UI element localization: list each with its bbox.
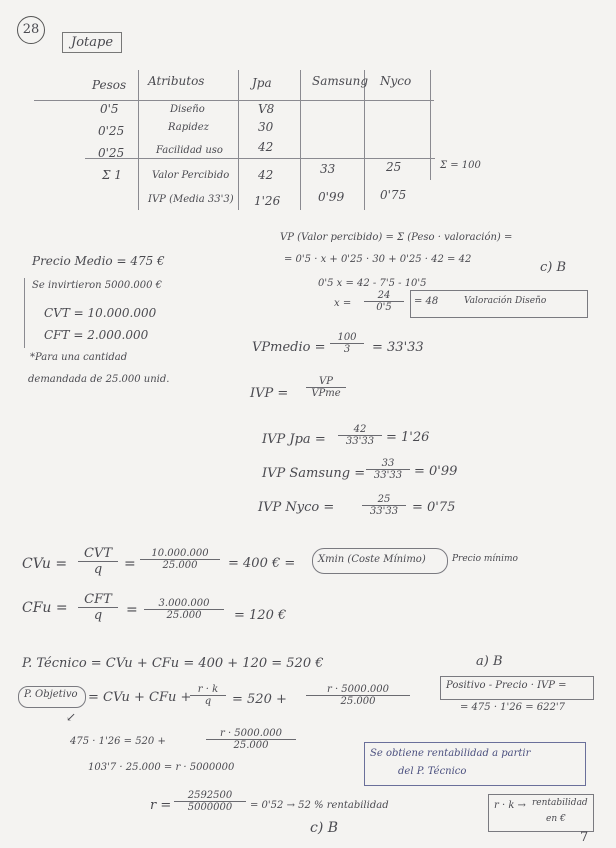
cfu-fraction-2 <box>144 598 224 621</box>
calc-line-3-lhs: r = <box>150 798 172 813</box>
label-a-b: a) B <box>476 654 503 669</box>
cvu-den-2: 25.000 <box>162 560 198 571</box>
calc-l1-den: 25.000 <box>233 740 269 751</box>
table-header-rule <box>34 100 434 101</box>
table-ivp-label: IVP (Media 33'3) <box>148 194 234 205</box>
cfu-num-1: CFT <box>78 592 118 608</box>
table-cell: 42 <box>258 168 274 182</box>
vpmedio-lhs: VPmedio = <box>252 340 326 355</box>
precio-medio: Precio Medio = 475 € <box>32 254 165 268</box>
positivo-result: = 475 · 1'26 = 622'7 <box>460 702 565 713</box>
vpmedio-den: 3 <box>343 344 351 355</box>
ivp-nyco-num: 25 <box>362 494 406 506</box>
label-c-b: c) B <box>540 260 567 275</box>
vp-line-1: VP (Valor percibido) = Σ (Peso · valoración) = <box>280 232 513 243</box>
cvu-num-1: CVT <box>78 546 118 562</box>
cfu-rhs: = 120 € <box>234 608 287 623</box>
table-cell: 25 <box>386 160 402 174</box>
x-note: Valoración Diseño <box>464 296 547 306</box>
calc-l3-num: 2592500 <box>174 790 246 802</box>
ivp-jpa-rhs: = 1'26 <box>386 430 430 445</box>
calc-line-1: 475 · 1'26 = 520 + <box>70 736 166 747</box>
objetivo-label: P. Objetivo <box>24 689 78 700</box>
vp-line-3: 0'5 x = 42 - 7'5 - 10'5 <box>318 278 427 289</box>
x-num: 24 <box>364 290 404 302</box>
objetivo-rhs-1: = CVu + CFu + <box>88 690 192 705</box>
ivp-jpa-den: 33'33 <box>345 436 375 447</box>
notes-bracket <box>24 278 25 348</box>
table-cell: 33 <box>320 162 336 176</box>
positivo-text: Positivo - Precio · IVP = <box>446 680 567 691</box>
table-header-samsung: Samsung <box>312 74 369 88</box>
ivp-samsung-den: 33'33 <box>373 470 403 481</box>
legend-line-2: rentabilidad <box>532 798 588 808</box>
table-cell: 42 <box>258 140 274 154</box>
calc-fraction-3 <box>174 790 246 813</box>
table-ivp-nyco: 0'75 <box>380 188 407 202</box>
cvu-num-2: 10.000.000 <box>140 548 220 560</box>
cfu-den-1: q <box>93 608 103 623</box>
cvt-value: CVT = 10.000.000 <box>44 306 157 320</box>
blue-note-line-2: del P. Técnico <box>398 766 467 777</box>
cfu-eq: = <box>126 602 138 618</box>
cfu-num-2: 3.000.000 <box>144 598 224 610</box>
table-header-nyco: Nyco <box>380 74 412 88</box>
ivp-samsung-lhs: IVP Samsung = <box>262 466 366 481</box>
calc-l1-num: r · 5000.000 <box>206 728 296 740</box>
legend-line-1: r · k → <box>494 800 526 811</box>
ivp-formula-fraction <box>306 376 346 399</box>
table-sum-note: Σ = 100 <box>440 160 481 171</box>
ivp-nyco-lhs: IVP Nyco = <box>258 500 335 515</box>
table-cell: Rapidez <box>168 122 209 133</box>
table-sum-rule <box>85 158 435 159</box>
cft-value: CFT = 2.000.000 <box>44 328 149 342</box>
quantity-note-2: demandada de 25.000 unid. <box>28 374 170 385</box>
cvu-fraction-1 <box>78 546 118 577</box>
cvu-eq: = <box>124 556 136 572</box>
ivp-samsung-rhs: = 0'99 <box>414 464 458 479</box>
calc-l3-den: 5000000 <box>187 802 233 813</box>
cvu-lhs: CVu = <box>22 556 68 572</box>
ivp-formula-den: VPme <box>311 388 341 399</box>
table-ivp-samsung: 0'99 <box>318 190 345 204</box>
vpmedio-num: 100 <box>330 332 364 344</box>
table-cell: 30 <box>258 120 274 134</box>
ivp-samsung-fraction <box>366 458 410 481</box>
cvu-boxed-text: Xmin (Coste Mínimo) <box>318 554 426 565</box>
cfu-den-2: 25.000 <box>166 610 202 621</box>
legend-line-3: en € <box>546 814 566 824</box>
ivp-samsung-num: 33 <box>366 458 410 470</box>
ivp-jpa-num: 42 <box>338 424 382 436</box>
objetivo-frac1-num: r · k <box>190 684 226 696</box>
cfu-fraction-1 <box>78 592 118 623</box>
cvu-den-1: q <box>93 562 103 577</box>
page-footer-number: 7 <box>580 830 589 845</box>
table-cell: Valor Percibido <box>152 170 230 181</box>
cvu-rhs: = 400 € = <box>228 556 296 571</box>
table-vline-5 <box>430 70 431 180</box>
objetivo-frac2-den: 25.000 <box>340 696 376 707</box>
table-cell: Diseño <box>170 104 205 115</box>
vpmedio-rhs: = 33'33 <box>372 340 424 355</box>
table-cell: 0'25 <box>98 124 125 138</box>
objetivo-arrow: ↙ <box>66 710 77 724</box>
page-title: Jotape <box>62 32 122 53</box>
page-number-circle: 28 <box>17 16 45 44</box>
table-header-atributos: Atributos <box>148 74 205 88</box>
ivp-jpa-lhs: IVP Jpa = <box>262 432 326 447</box>
quantity-note-1: *Para una cantidad <box>30 352 128 363</box>
objetivo-frac1-den: q <box>204 696 212 707</box>
table-vline-1 <box>138 70 139 210</box>
table-cell: Σ 1 <box>102 168 122 182</box>
table-header-jpa: Jpa <box>252 76 272 90</box>
x-den: 0'5 <box>376 302 392 313</box>
table-cell: 0'5 <box>100 102 119 116</box>
calc-fraction-1 <box>206 728 296 751</box>
ivp-nyco-den: 33'33 <box>369 506 399 517</box>
table-vline-3 <box>300 70 301 210</box>
table-vline-2 <box>238 70 239 210</box>
objetivo-fraction-2 <box>306 684 410 707</box>
invest-note: Se invirtieron 5000.000 € <box>32 280 163 291</box>
label-bottom-c-b: c) B <box>310 820 339 836</box>
x-fraction <box>364 290 404 313</box>
blue-note-line-1: Se obtiene rentabilidad a partir <box>370 748 531 759</box>
objetivo-rhs-2: = 520 + <box>232 692 287 707</box>
cvu-fraction-2 <box>140 548 220 571</box>
calc-line-2: 103'7 · 25.000 = r · 5000000 <box>88 762 235 773</box>
ivp-nyco-rhs: = 0'75 <box>412 500 456 515</box>
cvu-note: Precio mínimo <box>452 554 518 564</box>
table-cell: Facilidad uso <box>156 145 223 156</box>
cfu-lhs: CFu = <box>22 600 68 616</box>
ivp-jpa-fraction <box>338 424 382 447</box>
table-ivp-jpa: 1'26 <box>254 194 281 208</box>
objetivo-fraction-1 <box>190 684 226 707</box>
table-cell: V8 <box>258 102 275 116</box>
vpmedio-fraction <box>330 332 364 355</box>
p-tecnico: P. Técnico = CVu + CFu = 400 + 120 = 520 € <box>22 656 324 671</box>
table-cell: 0'25 <box>98 146 125 160</box>
x-result: = 48 <box>414 296 439 307</box>
ivp-nyco-fraction <box>362 494 406 517</box>
calc-line-3-rhs: = 0'52 → 52 % rentabilidad <box>250 800 389 811</box>
vp-line-2: = 0'5 · x + 0'25 · 30 + 0'25 · 42 = 42 <box>284 254 472 265</box>
ivp-formula-num: VP <box>306 376 346 388</box>
ivp-formula-lhs: IVP = <box>250 386 289 401</box>
table-header-pesos: Pesos <box>92 78 127 92</box>
objetivo-frac2-num: r · 5000.000 <box>306 684 410 696</box>
table-vline-4 <box>364 70 365 210</box>
x-lhs: x = <box>334 298 352 309</box>
